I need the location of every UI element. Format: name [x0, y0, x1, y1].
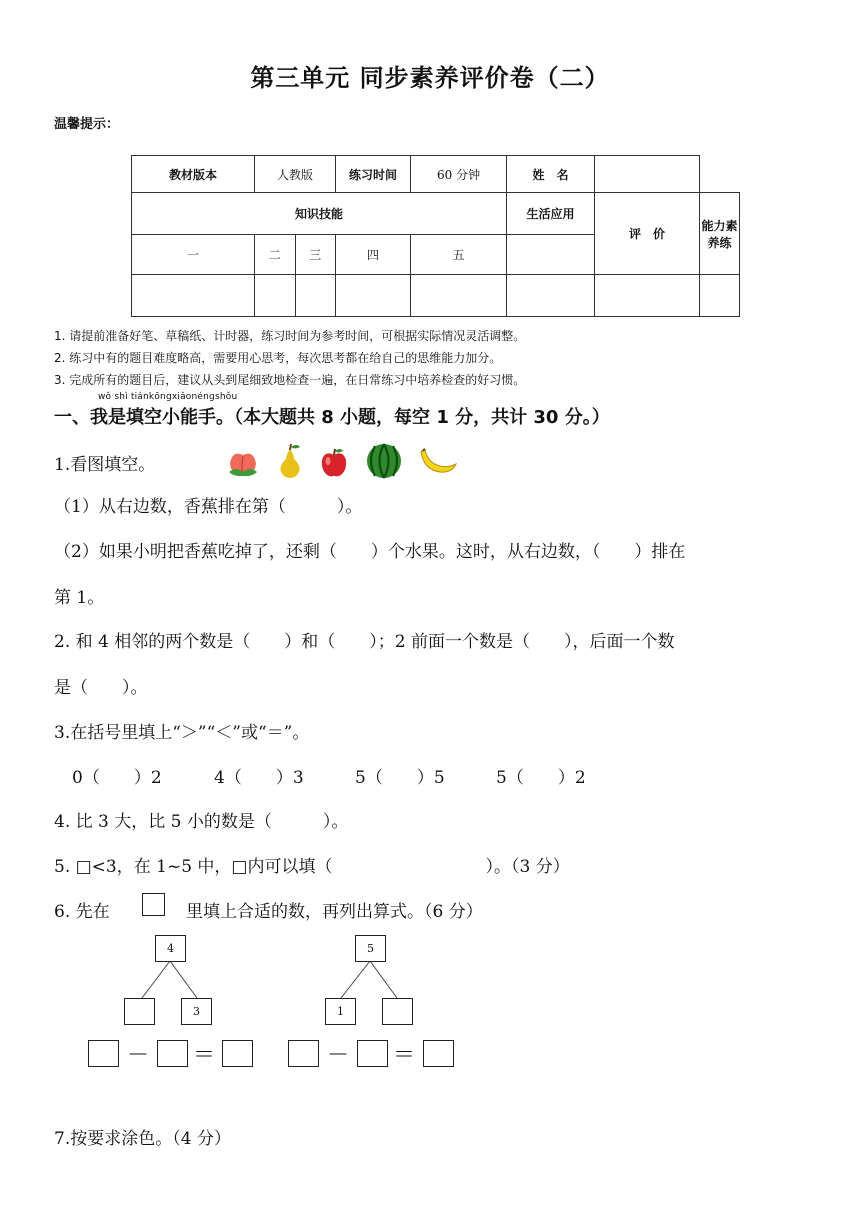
tree-right-left: 1	[325, 998, 356, 1025]
compare-item: 5（ ）2	[496, 768, 586, 788]
question-4: 4. 比 3 大，比 5 小的数是（ ）。	[54, 812, 349, 832]
equation-box[interactable]	[357, 1040, 388, 1067]
equation-box[interactable]	[288, 1040, 319, 1067]
question-5: 5. □<3，在 1~5 中，□内可以填（ ）。（3 分）	[54, 857, 570, 877]
page-title: 第三单元 同步素养评价卷（二）	[250, 64, 610, 92]
question-7: 7.按要求涂色。（4 分）	[54, 1129, 231, 1149]
cell-name-label: 姓 名	[507, 156, 595, 193]
compare-item: 5（ ）5	[355, 768, 445, 788]
cell-col-3: 三	[295, 235, 336, 275]
cell-evaluate: 评 价	[595, 193, 700, 275]
cell-life: 生活应用	[507, 193, 595, 235]
equation-box[interactable]	[88, 1040, 119, 1067]
tree-left-top: 4	[155, 935, 186, 962]
cell-edition-label: 教材版本	[132, 156, 255, 193]
question-1-2-cont: 第 1。	[54, 588, 105, 608]
compare-item: 4（ ）3	[214, 768, 304, 788]
cell-col-2: 二	[255, 235, 296, 275]
cell-col-4: 四	[336, 235, 411, 275]
tree-right-blank[interactable]	[382, 998, 413, 1025]
question-3: 3.在括号里填上“＞”“＜”或“＝”。	[54, 723, 310, 743]
equation-box[interactable]	[157, 1040, 188, 1067]
cell-col-1: 一	[132, 235, 255, 275]
equation-box[interactable]	[222, 1040, 253, 1067]
question-1: 1.看图填空。	[54, 455, 156, 475]
question-1-1: （1）从右边数，香蕉排在第（ ）。	[54, 497, 363, 517]
tree-left-right: 3	[181, 998, 212, 1025]
cell-ability: 能力素养练	[700, 193, 740, 275]
cell-knowledge: 知识技能	[132, 193, 507, 235]
tree-left-blank[interactable]	[124, 998, 155, 1025]
question-6-prefix: 6. 先在	[54, 902, 110, 922]
question-1-2: （2）如果小明把香蕉吃掉了，还剩（ ）个水果。这时，从右边数，（ ）排在	[54, 542, 686, 562]
section-pinyin: wǒ shì tiánkōngxiǎonéngshǒu	[98, 392, 238, 402]
note-item: 1. 请提前准备好笔、草稿纸、计时器，练习时间为参考时间，可根据实际情况灵活调整。	[54, 329, 526, 343]
question-2: 2. 和 4 相邻的两个数是（ ）和（ ）；2 前面一个数是（ ），后面一个数	[54, 632, 675, 652]
minus-sign: －	[127, 1043, 150, 1068]
note-item: 2. 练习中有的题目难度略高，需要用心思考，每次思考都在给自己的思维能力加分。	[54, 351, 502, 365]
cell-col-5: 五	[411, 235, 507, 275]
tree-right-top: 5	[355, 935, 386, 962]
equation-box[interactable]	[423, 1040, 454, 1067]
equals-sign: ＝	[193, 1043, 216, 1068]
minus-sign: －	[327, 1043, 350, 1068]
question-2-cont: 是（ ）。	[54, 678, 148, 698]
cell-time-value: 60 分钟	[411, 156, 507, 193]
compare-item: 0（ ）2	[72, 768, 162, 788]
question-6-suffix: 里填上合适的数，再列出算式。（6 分）	[186, 902, 483, 922]
note-item: 3. 完成所有的题目后，建议从头到尾细致地检查一遍，在日常练习中培养检查的好习惯。	[54, 373, 526, 387]
cell-edition-value: 人教版	[255, 156, 336, 193]
cell-time-label: 练习时间	[336, 156, 411, 193]
section-heading: 一、我是填空小能手。（本大题共 8 小题，每空 1 分，共计 30 分。）	[54, 407, 610, 428]
equals-sign: ＝	[393, 1043, 416, 1068]
tip-label: 温馨提示：	[54, 117, 120, 132]
